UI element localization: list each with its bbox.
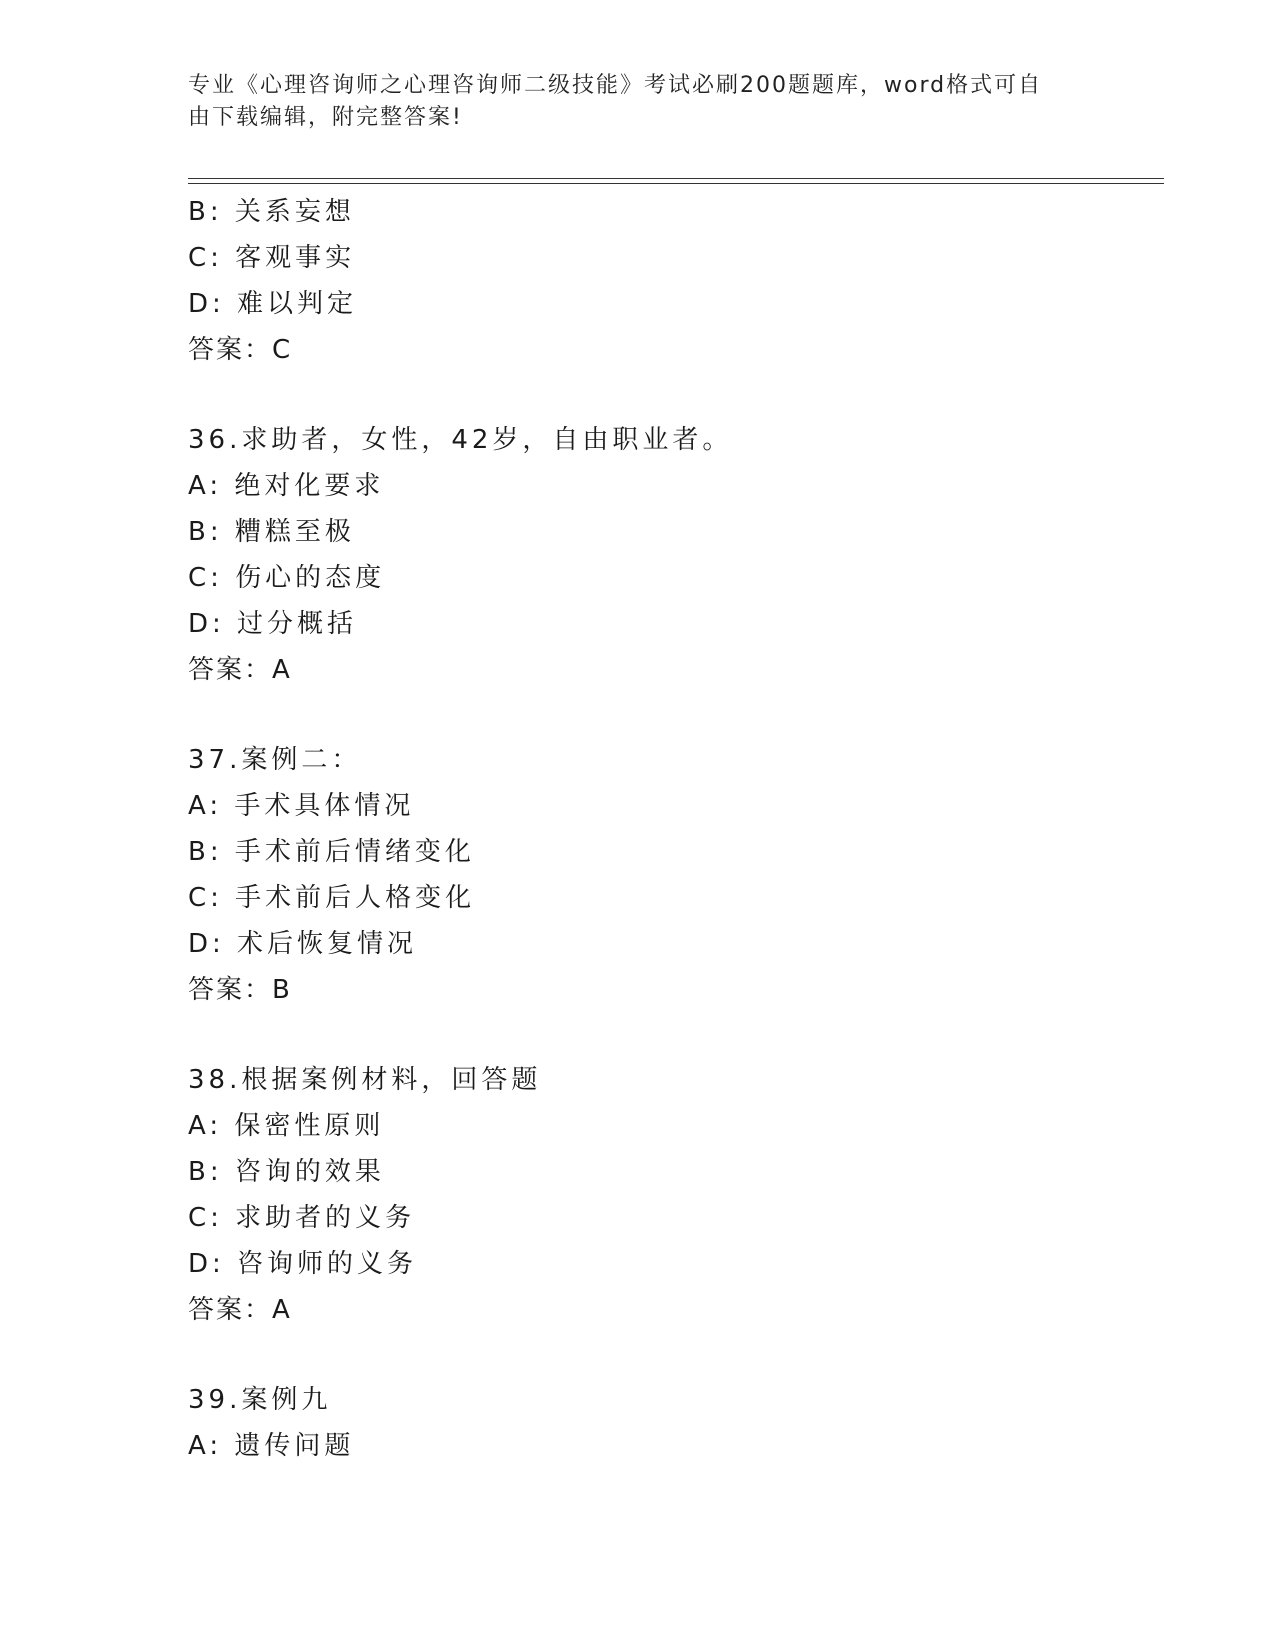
- option-a: A: 遗传问题: [188, 1431, 355, 1461]
- option-c: C: 伤心的态度: [188, 563, 386, 593]
- option-d: D: 过分概括: [188, 609, 358, 639]
- block-spacer: [188, 1013, 1148, 1057]
- option-c: C: 手术前后人格变化: [188, 883, 476, 913]
- block-spacer: [188, 373, 1148, 417]
- answer-line: 答案：B: [188, 975, 292, 1005]
- question-block: [188, 1377, 1148, 1469]
- option-a: A: 保密性原则: [188, 1111, 385, 1141]
- question-block: [188, 1057, 1148, 1333]
- answer-line: 答案：A: [188, 655, 292, 685]
- answer-line: 答案：C: [188, 335, 293, 365]
- question-stem: 36.求助者，女性，42岁，自由职业者。: [188, 425, 733, 455]
- question-block: [188, 417, 1148, 693]
- option-b: B: 咨询的效果: [188, 1157, 385, 1187]
- option-d: D: 难以判定: [188, 289, 358, 319]
- header-line-1: 专业《心理咨询师之心理咨询师二级技能》考试必刷200题题库，word格式可自: [188, 73, 1043, 98]
- header-line-2: 由下载编辑，附完整答案!: [188, 105, 463, 130]
- header-divider-bottom: [188, 183, 1164, 184]
- block-spacer: [188, 693, 1148, 737]
- option-d: D: 术后恢复情况: [188, 929, 418, 959]
- option-a: A: 绝对化要求: [188, 471, 385, 501]
- question-stem: 37.案例二：: [188, 745, 362, 775]
- option-c: C: 客观事实: [188, 243, 356, 273]
- question-content: [188, 189, 1148, 1469]
- question-stem: 38.根据案例材料，回答题: [188, 1065, 542, 1095]
- question-block: [188, 737, 1148, 1013]
- answer-line: 答案：A: [188, 1295, 292, 1325]
- option-b: B: 手术前后情绪变化: [188, 837, 475, 867]
- block-spacer: [188, 1333, 1148, 1377]
- document-header: [188, 70, 1088, 134]
- option-a: A: 手术具体情况: [188, 791, 415, 821]
- option-d: D: 咨询师的义务: [188, 1249, 418, 1279]
- header-divider-top: [188, 178, 1164, 179]
- question-block: [188, 189, 1148, 373]
- option-b: B: 关系妄想: [188, 197, 355, 227]
- option-b: B: 糟糕至极: [188, 517, 355, 547]
- question-stem: 39.案例九: [188, 1385, 332, 1415]
- option-c: C: 求助者的义务: [188, 1203, 416, 1233]
